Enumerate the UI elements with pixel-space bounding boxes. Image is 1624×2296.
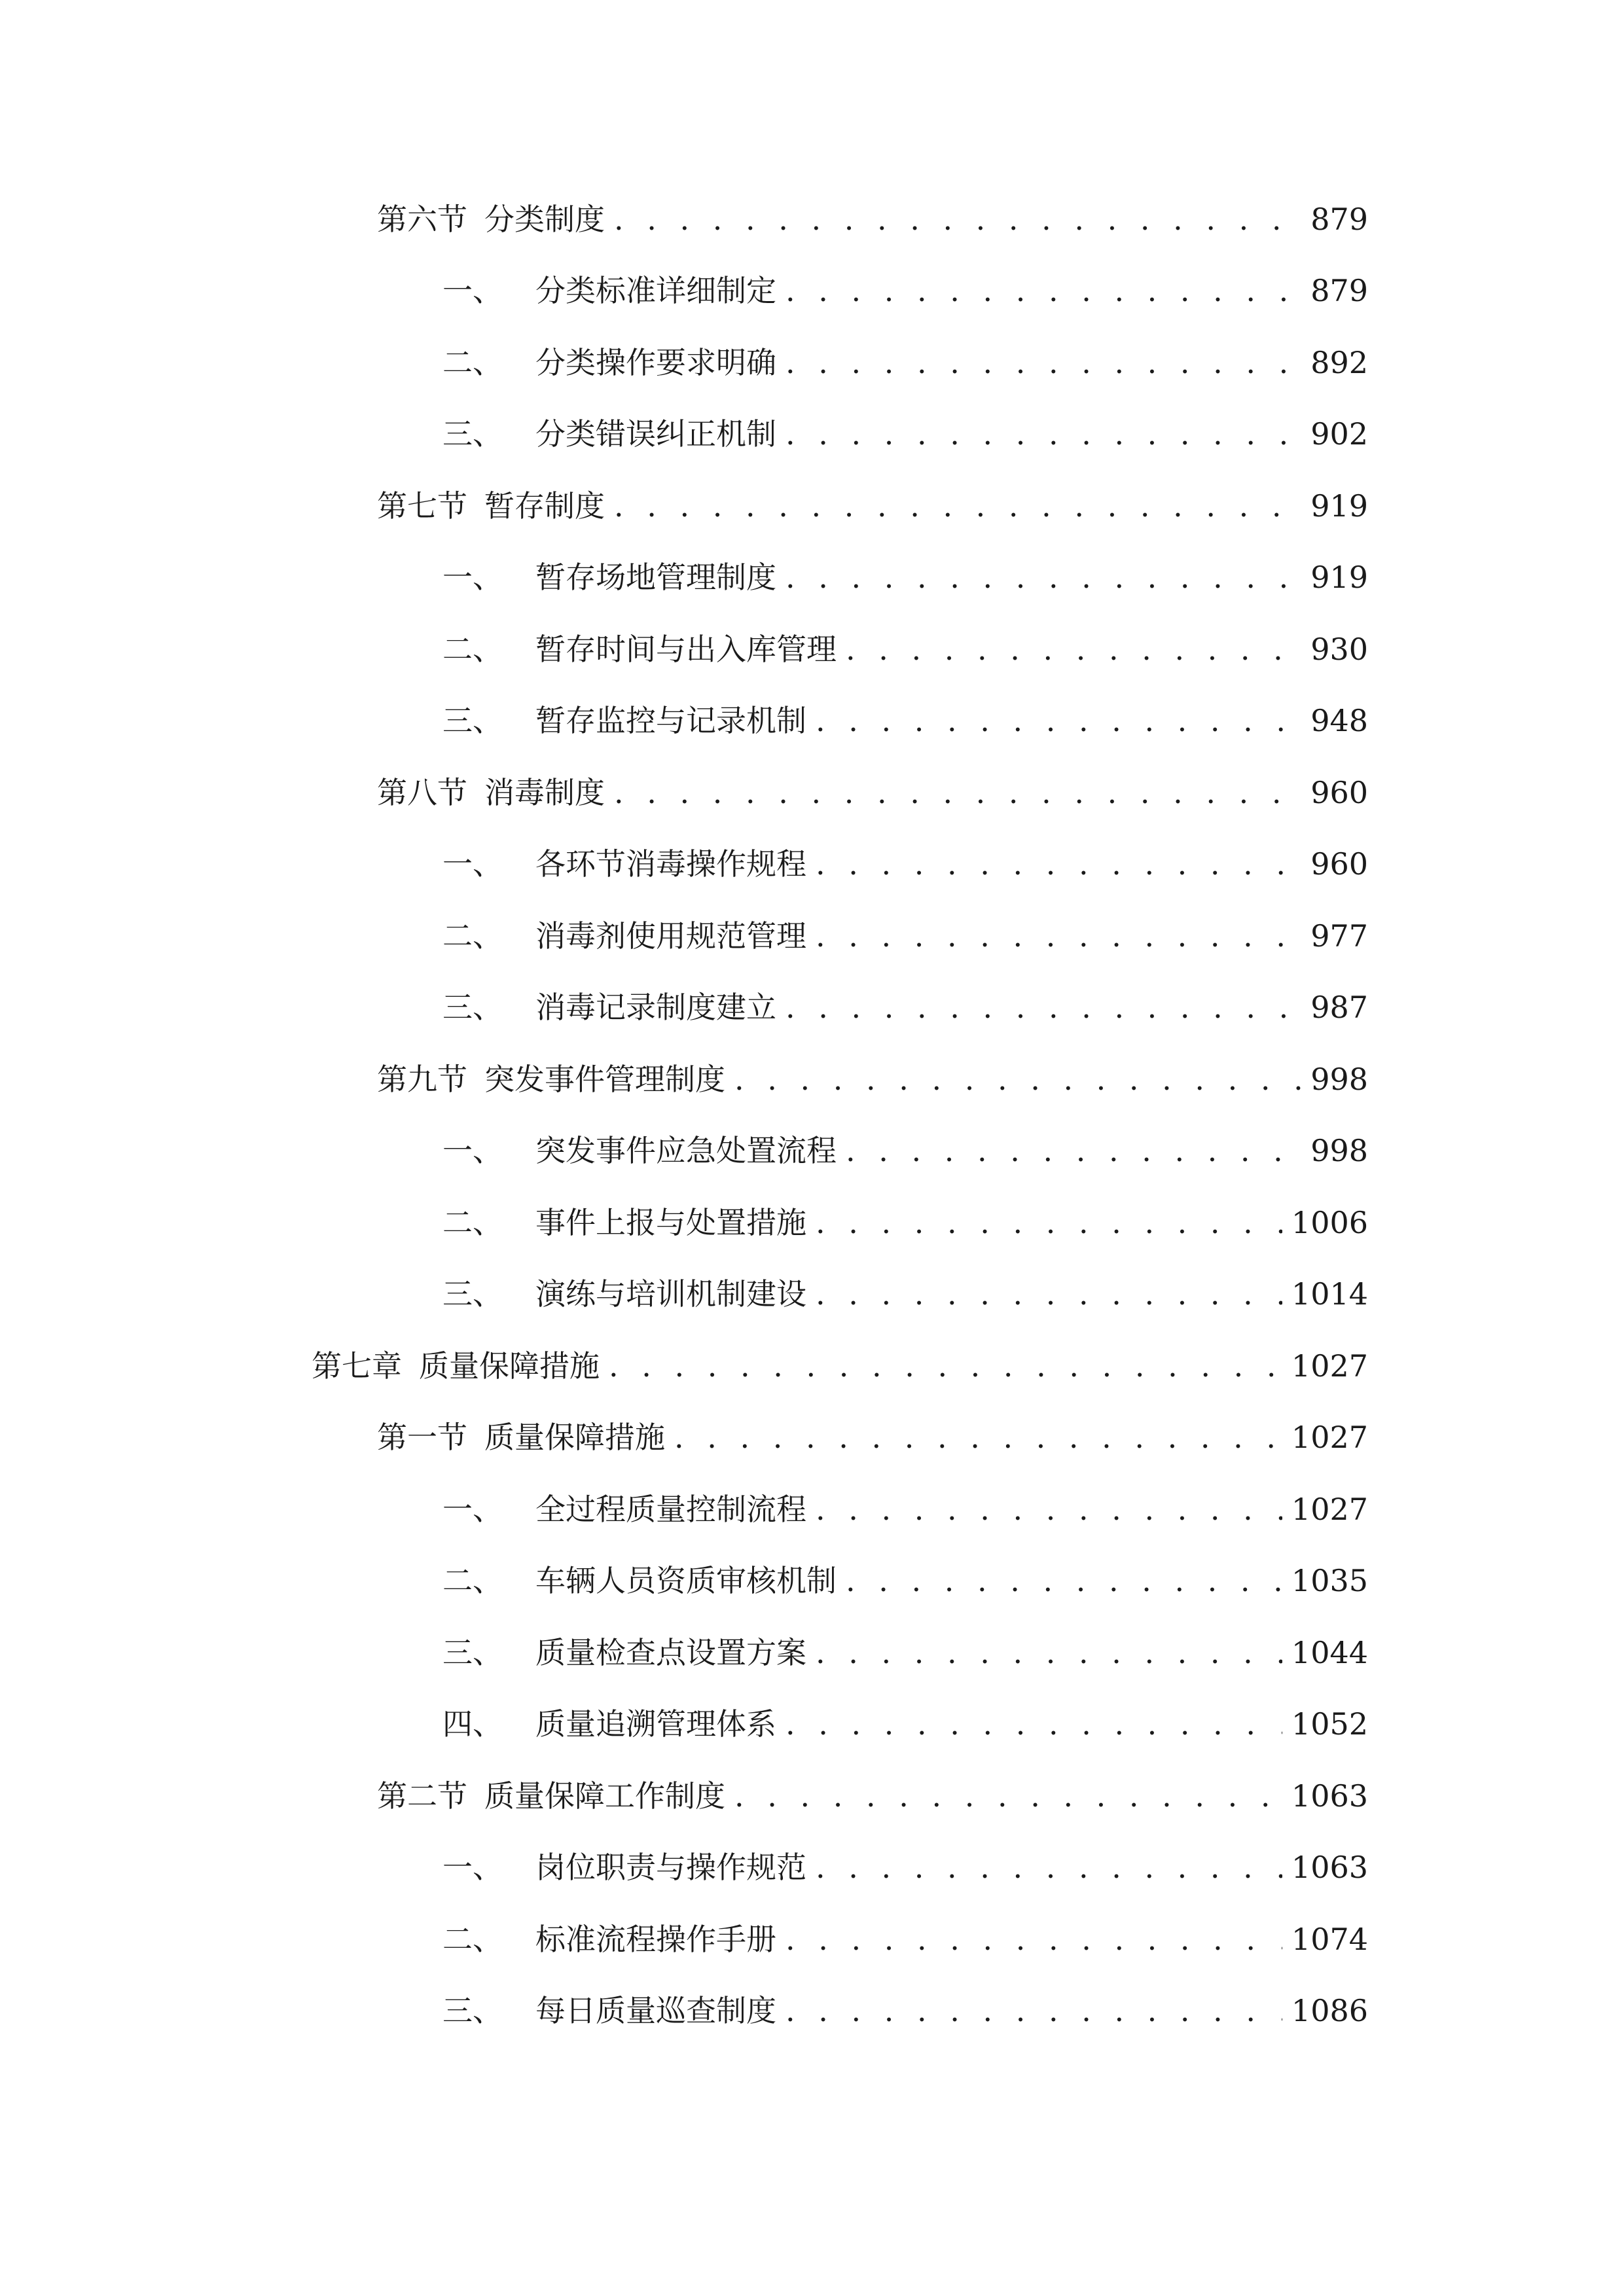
toc-entry-title: 每日质量巡查制度: [535, 1993, 776, 2029]
toc-entry-title: 分类制度: [484, 201, 605, 237]
toc-entry-subsection[interactable]: [0, 1617, 1624, 1689]
toc-entry-title: 车辆人员资质审核机制: [535, 1563, 837, 1599]
toc-dot-leader: [614, 204, 1301, 234]
toc-dot-leader: [816, 706, 1301, 736]
toc-entry-number: 第七章: [312, 1348, 402, 1384]
toc-entry-number: 一、: [442, 560, 503, 596]
toc-entry-page: 919: [1310, 560, 1368, 596]
toc-entry-subsection[interactable]: [0, 1903, 1624, 1975]
toc-entry-subsection[interactable]: [0, 1689, 1624, 1761]
toc-dot-leader: [816, 921, 1301, 951]
toc-entry-inner: [312, 1348, 1368, 1384]
toc-entry-number: 第八节: [377, 774, 467, 810]
toc-entry-inner: [442, 703, 1368, 739]
toc-entry-title: 质量追溯管理体系: [535, 1706, 776, 1742]
toc-entry-section[interactable]: [0, 757, 1624, 829]
toc-entry-page: 879: [1310, 201, 1368, 237]
toc-entry-label: [377, 488, 605, 524]
toc-dot-leader: [785, 276, 1301, 306]
toc-entry-title: 分类标准详细制定: [535, 273, 776, 309]
toc-entry-title: 消毒记录制度建立: [535, 990, 776, 1026]
toc-entry-title: 分类错误纠正机制: [535, 416, 776, 452]
toc-dot-leader: [816, 1279, 1282, 1309]
toc-entry-inner: [377, 1061, 1368, 1097]
toc-dot-leader: [785, 1996, 1282, 2026]
toc-entry-number: 第六节: [377, 201, 467, 237]
toc-entry-subsection[interactable]: [0, 542, 1624, 614]
toc-entry-label: [377, 774, 605, 810]
toc-entry-subsection[interactable]: [0, 685, 1624, 757]
toc-entry-page: 1074: [1291, 1921, 1368, 1957]
toc-entry-number: 二、: [442, 344, 503, 380]
toc-entry-number: 三、: [442, 990, 503, 1026]
toc-entry-page: 998: [1310, 1133, 1368, 1169]
toc-entry-number: 三、: [442, 1993, 503, 2029]
table-of-contents: [0, 183, 1624, 2047]
toc-entry-label: [442, 1563, 837, 1599]
toc-entry-page: 948: [1310, 703, 1368, 739]
toc-entry-page: 1006: [1291, 1204, 1368, 1240]
toc-entry-page: 879: [1310, 273, 1368, 309]
toc-entry-title: 消毒剂使用规范管理: [535, 918, 806, 954]
toc-entry-page: 977: [1310, 918, 1368, 954]
toc-entry-subsection[interactable]: [0, 900, 1624, 972]
toc-entry-subsection[interactable]: [0, 1975, 1624, 2047]
toc-entry-subsection[interactable]: [0, 1545, 1624, 1617]
toc-entry-page: 960: [1310, 846, 1368, 882]
toc-entry-title: 质量保障工作制度: [484, 1778, 725, 1814]
toc-entry-number: 三、: [442, 703, 503, 739]
toc-dot-leader: [785, 1709, 1282, 1739]
toc-entry-title: 岗位职责与操作规范: [535, 1850, 806, 1886]
toc-entry-page: 1027: [1291, 1348, 1368, 1384]
toc-entry-subsection[interactable]: [0, 972, 1624, 1044]
toc-entry-label: [442, 1204, 806, 1240]
toc-entry-number: 第七节: [377, 488, 467, 524]
toc-entry-title: 暂存监控与记录机制: [535, 703, 806, 739]
toc-entry-inner: [442, 918, 1368, 954]
toc-entry-page: 1063: [1291, 1778, 1368, 1814]
toc-entry-label: [442, 560, 776, 596]
toc-dot-leader: [846, 1566, 1282, 1596]
toc-entry-label: [442, 846, 806, 882]
toc-dot-leader: [846, 634, 1301, 664]
toc-entry-page: 1063: [1291, 1850, 1368, 1886]
toc-entry-number: 第一节: [377, 1420, 467, 1456]
toc-entry-subsection[interactable]: [0, 1473, 1624, 1545]
toc-entry-number: 第二节: [377, 1778, 467, 1814]
toc-entry-inner: [442, 1921, 1368, 1957]
toc-entry-inner: [442, 1706, 1368, 1742]
toc-entry-title: 突发事件管理制度: [484, 1061, 725, 1097]
toc-entry-section[interactable]: [0, 1760, 1624, 1832]
toc-entry-chapter[interactable]: [0, 1330, 1624, 1402]
toc-entry-inner: [377, 774, 1368, 810]
toc-entry-inner: [442, 344, 1368, 380]
toc-entry-title: 质量检查点设置方案: [535, 1634, 806, 1670]
toc-dot-leader: [816, 849, 1301, 879]
toc-entry-title: 质量保障措施: [419, 1348, 600, 1384]
toc-entry-number: 二、: [442, 1563, 503, 1599]
toc-entry-number: 三、: [442, 1276, 503, 1312]
toc-entry-number: 四、: [442, 1706, 503, 1742]
toc-entry-section[interactable]: [0, 183, 1624, 255]
toc-dot-leader: [785, 419, 1301, 449]
toc-dot-leader: [785, 348, 1301, 378]
toc-entry-page: 1044: [1291, 1634, 1368, 1670]
toc-entry-subsection[interactable]: [0, 829, 1624, 901]
toc-entry-page: 987: [1310, 990, 1368, 1026]
toc-entry-number: 一、: [442, 1133, 503, 1169]
toc-entry-section[interactable]: [0, 470, 1624, 542]
toc-entry-number: 三、: [442, 416, 503, 452]
toc-entry-number: 二、: [442, 631, 503, 667]
toc-entry-inner: [442, 560, 1368, 596]
toc-entry-title: 全过程质量控制流程: [535, 1491, 806, 1527]
toc-entry-inner: [377, 488, 1368, 524]
toc-entry-subsection[interactable]: [0, 399, 1624, 471]
toc-entry-number: 一、: [442, 273, 503, 309]
toc-entry-page: 1027: [1291, 1420, 1368, 1456]
toc-entry-inner: [442, 416, 1368, 452]
toc-entry-inner: [442, 1276, 1368, 1312]
toc-entry-page: 919: [1310, 488, 1368, 524]
toc-entry-inner: [377, 201, 1368, 237]
toc-entry-page: 902: [1310, 416, 1368, 452]
toc-entry-label: [442, 918, 806, 954]
toc-entry-title: 标准流程操作手册: [535, 1921, 776, 1957]
toc-dot-leader: [734, 1064, 1301, 1094]
toc-entry-inner: [442, 1204, 1368, 1240]
toc-dot-leader: [846, 1136, 1301, 1166]
toc-entry-title: 各环节消毒操作规程: [535, 846, 806, 882]
toc-entry-label: [377, 201, 605, 237]
toc-entry-label: [442, 703, 806, 739]
toc-entry-label: [442, 1133, 837, 1169]
toc-entry-title: 突发事件应急处置流程: [535, 1133, 837, 1169]
toc-entry-page: 1086: [1291, 1993, 1368, 2029]
toc-entry-label: [442, 1276, 806, 1312]
toc-entry-section[interactable]: [0, 1402, 1624, 1474]
toc-dot-leader: [816, 1494, 1282, 1524]
toc-entry-number: 二、: [442, 918, 503, 954]
toc-entry-title: 演练与培训机制建设: [535, 1276, 806, 1312]
toc-entry-label: [442, 1993, 776, 2029]
toc-dot-leader: [785, 992, 1301, 1022]
toc-entry-label: [442, 344, 776, 380]
toc-entry-title: 事件上报与处置措施: [535, 1204, 806, 1240]
toc-entry-inner: [442, 1993, 1368, 2029]
toc-entry-label: [442, 1921, 776, 1957]
toc-entry-label: [377, 1420, 665, 1456]
toc-entry-title: 质量保障措施: [484, 1420, 665, 1456]
toc-entry-inner: [442, 631, 1368, 667]
toc-entry-label: [442, 416, 776, 452]
toc-entry-page: 892: [1310, 344, 1368, 380]
toc-dot-leader: [734, 1781, 1282, 1811]
toc-entry-label: [442, 631, 837, 667]
toc-entry-label: [442, 1634, 806, 1670]
toc-entry-subsection[interactable]: [0, 1115, 1624, 1187]
toc-entry-title: 消毒制度: [484, 774, 605, 810]
toc-entry-inner: [442, 273, 1368, 309]
toc-entry-number: 一、: [442, 1850, 503, 1886]
toc-entry-inner: [442, 1491, 1368, 1527]
toc-entry-number: 第九节: [377, 1061, 467, 1097]
toc-entry-subsection[interactable]: [0, 613, 1624, 685]
toc-entry-subsection[interactable]: [0, 1832, 1624, 1904]
toc-entry-label: [442, 990, 776, 1026]
toc-entry-inner: [442, 1634, 1368, 1670]
toc-entry-number: 二、: [442, 1204, 503, 1240]
toc-entry-inner: [377, 1778, 1368, 1814]
toc-dot-leader: [785, 562, 1301, 592]
toc-entry-subsection[interactable]: [0, 327, 1624, 399]
toc-entry-label: [442, 1491, 806, 1527]
toc-entry-inner: [442, 1563, 1368, 1599]
toc-dot-leader: [614, 491, 1301, 521]
toc-entry-page: 960: [1310, 774, 1368, 810]
toc-dot-leader: [816, 1208, 1282, 1238]
toc-dot-leader: [614, 778, 1301, 808]
toc-entry-number: 一、: [442, 846, 503, 882]
toc-entry-number: 一、: [442, 1491, 503, 1527]
toc-entry-title: 分类操作要求明确: [535, 344, 776, 380]
toc-entry-subsection[interactable]: [0, 1259, 1624, 1331]
toc-entry-title: 暂存制度: [484, 488, 605, 524]
toc-entry-inner: [442, 1850, 1368, 1886]
toc-entry-label: [312, 1348, 600, 1384]
toc-entry-number: 三、: [442, 1634, 503, 1670]
toc-dot-leader: [785, 1924, 1282, 1954]
toc-entry-title: 暂存时间与出入库管理: [535, 631, 837, 667]
toc-dot-leader: [816, 1852, 1282, 1882]
toc-entry-inner: [377, 1420, 1368, 1456]
toc-entry-page: 930: [1310, 631, 1368, 667]
toc-entry-inner: [442, 990, 1368, 1026]
toc-entry-label: [442, 1706, 776, 1742]
toc-entry-label: [377, 1061, 725, 1097]
toc-entry-label: [442, 273, 776, 309]
toc-entry-page: 1035: [1291, 1563, 1368, 1599]
toc-dot-leader: [674, 1422, 1282, 1452]
toc-entry-title: 暂存场地管理制度: [535, 560, 776, 596]
toc-entry-inner: [442, 846, 1368, 882]
toc-entry-subsection[interactable]: [0, 1187, 1624, 1259]
toc-dot-leader: [816, 1638, 1282, 1668]
toc-entry-label: [442, 1850, 806, 1886]
toc-entry-label: [377, 1778, 725, 1814]
toc-entry-page: 1014: [1291, 1276, 1368, 1312]
toc-dot-leader: [609, 1351, 1282, 1381]
toc-entry-section[interactable]: [0, 1043, 1624, 1115]
toc-entry-page: 1027: [1291, 1491, 1368, 1527]
toc-entry-inner: [442, 1133, 1368, 1169]
toc-entry-page: 998: [1310, 1061, 1368, 1097]
toc-entry-number: 二、: [442, 1921, 503, 1957]
toc-entry-subsection[interactable]: [0, 255, 1624, 327]
toc-entry-page: 1052: [1291, 1706, 1368, 1742]
